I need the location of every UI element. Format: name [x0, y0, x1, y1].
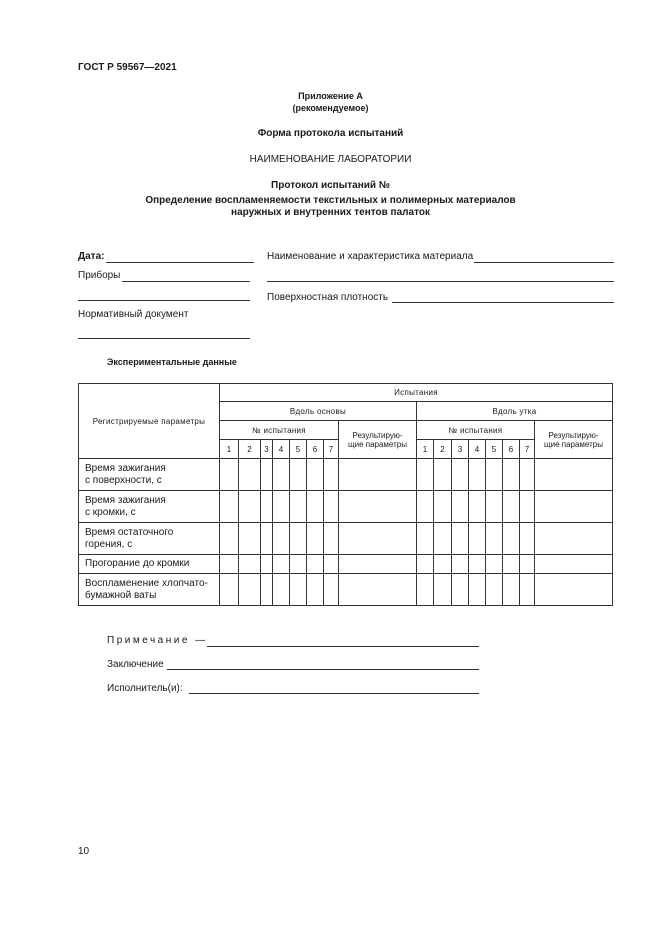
weft-test-no-header: № испытания: [417, 421, 535, 440]
conclusion-line[interactable]: [167, 669, 479, 670]
warp-header: Вдоль основы: [220, 402, 417, 421]
data-cell[interactable]: [434, 574, 452, 606]
data-cell[interactable]: [520, 574, 535, 606]
protocol-title: Протокол испытаний №: [271, 180, 390, 191]
data-cell[interactable]: [339, 555, 417, 574]
protocol-subject-line2: наружных и внутренних тентов палаток: [231, 207, 430, 218]
data-cell[interactable]: [535, 459, 613, 491]
weft-test-number: 6: [503, 440, 520, 459]
data-cell[interactable]: [434, 523, 452, 555]
weft-test-number: 1: [417, 440, 434, 459]
data-cell[interactable]: [273, 459, 290, 491]
data-cell[interactable]: [220, 555, 239, 574]
table-row: [79, 491, 613, 523]
data-cell[interactable]: [486, 523, 503, 555]
executor-label: Исполнитель(и):: [107, 683, 183, 694]
row-label: Время зажигания с поверхности, с: [79, 459, 220, 491]
data-cell[interactable]: [417, 555, 434, 574]
page-number: 10: [78, 846, 90, 857]
data-cell[interactable]: [520, 459, 535, 491]
data-cell[interactable]: [452, 574, 469, 606]
weft-test-number: 5: [486, 440, 503, 459]
data-cell[interactable]: [307, 555, 324, 574]
weft-test-number: 3: [452, 440, 469, 459]
row-label: Время зажигания с кромки, с: [79, 491, 220, 523]
data-cell[interactable]: [239, 555, 261, 574]
lab-name: НАИМЕНОВАНИЕ ЛАБОРАТОРИИ: [249, 154, 412, 165]
tests-header: Испытания: [220, 384, 613, 402]
weft-result-header: Результирую- щие параметры: [535, 421, 613, 459]
data-cell[interactable]: [452, 459, 469, 491]
data-cell[interactable]: [434, 491, 452, 523]
data-cell[interactable]: [339, 491, 417, 523]
appendix-subtitle: (рекомендуемое): [292, 103, 369, 113]
data-cell[interactable]: [324, 491, 339, 523]
data-cell[interactable]: [261, 491, 273, 523]
data-cell[interactable]: [486, 555, 503, 574]
table-row: [79, 459, 613, 491]
data-cell[interactable]: [324, 523, 339, 555]
data-cell[interactable]: [339, 523, 417, 555]
data-cell[interactable]: [452, 555, 469, 574]
normative-doc-label: Нормативный документ: [78, 309, 189, 320]
conclusion-label: Заключение: [107, 659, 164, 670]
data-cell[interactable]: [469, 491, 486, 523]
data-cell[interactable]: [324, 459, 339, 491]
data-cell[interactable]: [307, 459, 324, 491]
data-cell[interactable]: [273, 523, 290, 555]
data-cell[interactable]: [486, 459, 503, 491]
data-cell[interactable]: [469, 555, 486, 574]
data-cell[interactable]: [503, 491, 520, 523]
experimental-data-table: [78, 383, 613, 606]
data-cell[interactable]: [290, 574, 307, 606]
data-cell[interactable]: [307, 523, 324, 555]
data-cell[interactable]: [503, 459, 520, 491]
table-row: [79, 555, 613, 574]
table-row: [79, 574, 613, 606]
protocol-subject-line1: Определение воспламеняемости текстильных и полимерных материалов: [145, 195, 516, 206]
data-cell[interactable]: [261, 574, 273, 606]
data-cell[interactable]: [290, 523, 307, 555]
data-cell[interactable]: [307, 491, 324, 523]
warp-test-number: 6: [307, 440, 324, 459]
date-line[interactable]: [106, 262, 254, 263]
data-cell[interactable]: [261, 523, 273, 555]
form-title: Форма протокола испытаний: [257, 128, 404, 139]
warp-test-number: 2: [239, 440, 261, 459]
data-cell[interactable]: [290, 459, 307, 491]
devices-line[interactable]: [122, 281, 250, 282]
data-cell[interactable]: [324, 555, 339, 574]
appendix-title: Приложение А: [298, 91, 363, 101]
warp-test-number: 3: [261, 440, 273, 459]
data-cell[interactable]: [417, 574, 434, 606]
material-label: Наименование и характеристика материала: [267, 251, 474, 262]
data-cell[interactable]: [239, 491, 261, 523]
data-cell[interactable]: [290, 555, 307, 574]
warp-test-number: 7: [324, 440, 339, 459]
warp-test-number: 5: [290, 440, 307, 459]
data-cell[interactable]: [469, 574, 486, 606]
warp-test-number: 1: [220, 440, 239, 459]
data-cell[interactable]: [239, 459, 261, 491]
data-cell[interactable]: [324, 574, 339, 606]
data-cell[interactable]: [417, 459, 434, 491]
data-cell[interactable]: [261, 555, 273, 574]
data-cell[interactable]: [261, 459, 273, 491]
data-cell[interactable]: [535, 491, 613, 523]
row-label: Воспламенение хлопчато- бумажной ваты: [79, 574, 220, 606]
data-cell[interactable]: [452, 491, 469, 523]
data-cell[interactable]: [239, 574, 261, 606]
note-label: Примечание —: [107, 635, 208, 646]
data-cell[interactable]: [220, 523, 239, 555]
weft-test-number: 7: [520, 440, 535, 459]
row-label: Прогорание до кромки: [79, 555, 220, 574]
data-cell[interactable]: [486, 491, 503, 523]
surface-density-line[interactable]: [392, 302, 614, 303]
surface-density-label: Поверхностная плотность: [267, 292, 389, 303]
data-cell[interactable]: [520, 523, 535, 555]
data-cell[interactable]: [339, 574, 417, 606]
data-cell[interactable]: [273, 491, 290, 523]
data-cell[interactable]: [535, 574, 613, 606]
param-header: Регистрируемые параметры: [79, 384, 220, 459]
weft-test-number: 2: [434, 440, 452, 459]
data-cell[interactable]: [273, 555, 290, 574]
material-line-2[interactable]: [267, 281, 614, 282]
standard-code: ГОСТ Р 59567—2021: [78, 62, 177, 73]
data-cell[interactable]: [417, 523, 434, 555]
note-line[interactable]: [207, 646, 479, 647]
data-cell[interactable]: [220, 574, 239, 606]
data-cell[interactable]: [220, 491, 239, 523]
warp-test-number: 4: [273, 440, 290, 459]
data-cell[interactable]: [503, 523, 520, 555]
experimental-data-title: Экспериментальные данные: [107, 357, 237, 367]
material-line[interactable]: [474, 262, 614, 263]
data-cell[interactable]: [535, 555, 613, 574]
data-cell[interactable]: [220, 459, 239, 491]
data-cell[interactable]: [434, 555, 452, 574]
data-cell[interactable]: [273, 574, 290, 606]
data-cell[interactable]: [239, 523, 261, 555]
devices-label: Приборы: [78, 270, 121, 281]
weft-header: Вдоль утка: [417, 402, 613, 421]
warp-result-header: Результирую- щие параметры: [339, 421, 417, 459]
data-cell[interactable]: [503, 574, 520, 606]
data-cell[interactable]: [290, 491, 307, 523]
normative-doc-line[interactable]: [78, 338, 250, 339]
data-cell[interactable]: [469, 459, 486, 491]
executor-line[interactable]: [189, 693, 479, 694]
data-cell[interactable]: [434, 459, 452, 491]
row-label: Время остаточного горения, с: [79, 523, 220, 555]
weft-test-number: 4: [469, 440, 486, 459]
data-cell[interactable]: [469, 523, 486, 555]
data-cell[interactable]: [417, 491, 434, 523]
date-label: Дата:: [78, 251, 105, 262]
data-cell[interactable]: [520, 555, 535, 574]
devices-line-2[interactable]: [78, 300, 250, 301]
warp-test-no-header: № испытания: [220, 421, 339, 440]
data-cell[interactable]: [503, 555, 520, 574]
data-cell[interactable]: [520, 491, 535, 523]
data-cell[interactable]: [339, 459, 417, 491]
data-cell[interactable]: [307, 574, 324, 606]
table-row: [79, 523, 613, 555]
data-cell[interactable]: [486, 574, 503, 606]
data-cell[interactable]: [452, 523, 469, 555]
data-cell[interactable]: [535, 523, 613, 555]
